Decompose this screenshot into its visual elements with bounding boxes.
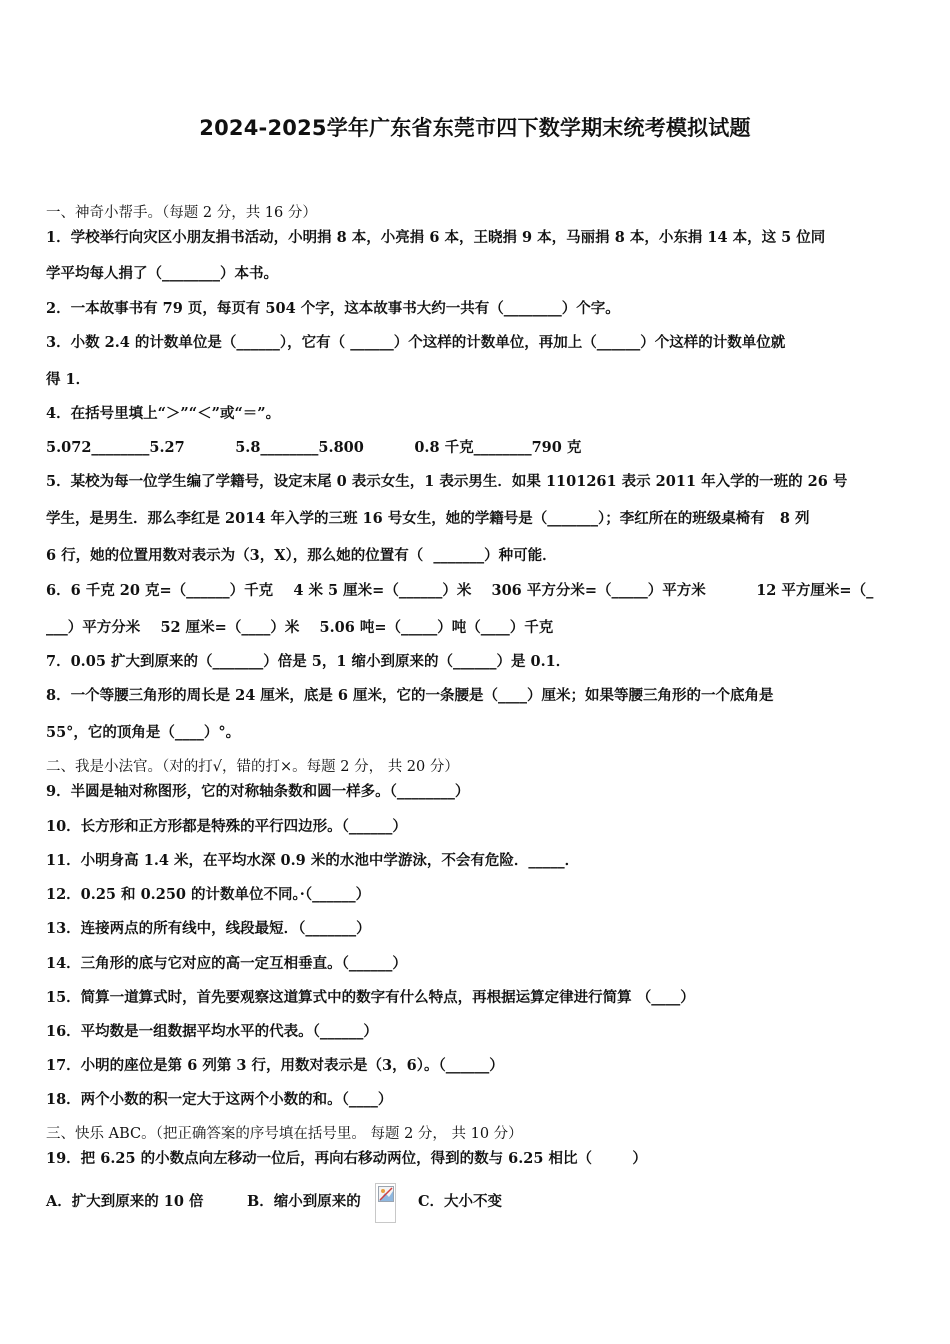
question-6-line-2: ___）平方分米 52 厘米=（____）米 5.06 吨=（_____）吨（____）千克: [46, 619, 554, 636]
question-4: 4．在括号里填上“＞”“＜”或“＝”。: [46, 405, 281, 422]
question-7: 7．0.05 扩大到原来的（_______）倍是 5，1 缩小到原来的（______）是 0.1．: [46, 653, 571, 670]
broken-image-icon: [375, 1183, 396, 1223]
question-16: 16．平均数是一组数据平均水平的代表。（______）: [46, 1023, 378, 1040]
question-8-line-2: 55°，它的顶角是（____）°。: [46, 724, 241, 741]
question-1-line-1: 1．学校举行向灾区小朋友捐书活动，小明捐 8 本，小亮捐 6 本，王晓捐 9 本，马丽捐 8 本，小东捐 14 本，这 5 位同: [46, 229, 826, 246]
page-title: 2024-2025学年广东省东莞市四下数学期末统考模拟试题: [199, 116, 751, 140]
question-12: 12．0.25 和 0.250 的计数单位不同。·（______）: [46, 886, 371, 903]
option-c: C．大小不变: [418, 1193, 503, 1210]
section-heading-2: 二、我是小法官。（对的打√，错的打×。每题 2 分， 共 20 分）: [46, 759, 459, 775]
question-14: 14．三角形的底与它对应的高一定互相垂直。（______）: [46, 955, 407, 972]
question-3-line-2: 得 1．: [46, 371, 91, 388]
question-6-line-1: 6．6 千克 20 克=（______）千克 4 米 5 厘米=（______）米 306 平方分米=（_____）平方米 12 平方厘米=（_: [46, 582, 874, 599]
question-5-line-3: 6 行，她的位置用数对表示为（3，X），那么她的位置有（ _______）种可能．: [46, 547, 557, 564]
question-4-items: 5.072________5.27 5.8________5.800 0.8 千克________790 克: [46, 439, 582, 456]
section-heading-3: 三、快乐 ABC。（把正确答案的序号填在括号里。 每题 2 分， 共 10 分）: [46, 1126, 523, 1142]
question-13: 13．连接两点的所有线中，线段最短．（_______）: [46, 920, 371, 937]
question-5-line-1: 5．某校为每一位学生编了学籍号，设定末尾 0 表示女生，1 表示男生．如果 1101261 表示 2011 年入学的一班的 26 号: [46, 473, 848, 490]
question-2: 2．一本故事书有 79 页，每页有 504 个字，这本故事书大约一共有（________）个字。: [46, 300, 620, 317]
question-9: 9．半圆是轴对称图形，它的对称轴条数和圆一样多。（________）: [46, 783, 470, 800]
question-10: 10．长方形和正方形都是特殊的平行四边形。（______）: [46, 818, 407, 835]
question-1-line-2: 学平均每人捐了（________）本书。: [46, 265, 278, 282]
option-b: B．缩小到原来的: [247, 1193, 361, 1210]
question-19: 19．把 6.25 的小数点向左移动一位后，再向右移动两位，得到的数与 6.25 相比（ ）: [46, 1150, 647, 1167]
question-5-line-2: 学生，是男生．那么李红是 2014 年入学的三班 16 号女生，她的学籍号是（_______）；李红所在的班级桌椅有 8 列: [46, 510, 810, 527]
question-8-line-1: 8．一个等腰三角形的周长是 24 厘米，底是 6 厘米，它的一条腰是（____）厘米；如果等腰三角形的一个底角是: [46, 687, 774, 704]
question-3-line-1: 3．小数 2.4 的计数单位是（______），它有（ ______）个这样的计数单位，再加上（______）个这样的计数单位就: [46, 334, 786, 351]
question-15: 15．简算一道算式时，首先要观察这道算式中的数字有什么特点，再根据运算定律进行简算 （____）: [46, 989, 695, 1006]
section-heading-1: 一、神奇小帮手。（每题 2 分，共 16 分）: [46, 205, 317, 221]
question-17: 17．小明的座位是第 6 列第 3 行，用数对表示是（3，6）。（______）: [46, 1057, 504, 1074]
question-11: 11．小明身高 1.4 米，在平均水深 0.9 米的水池中学游泳，不会有危险．_____．: [46, 852, 580, 869]
question-18: 18．两个小数的积一定大于这两个小数的和。（____）: [46, 1091, 393, 1108]
option-a: A．扩大到原来的 10 倍: [46, 1193, 204, 1210]
